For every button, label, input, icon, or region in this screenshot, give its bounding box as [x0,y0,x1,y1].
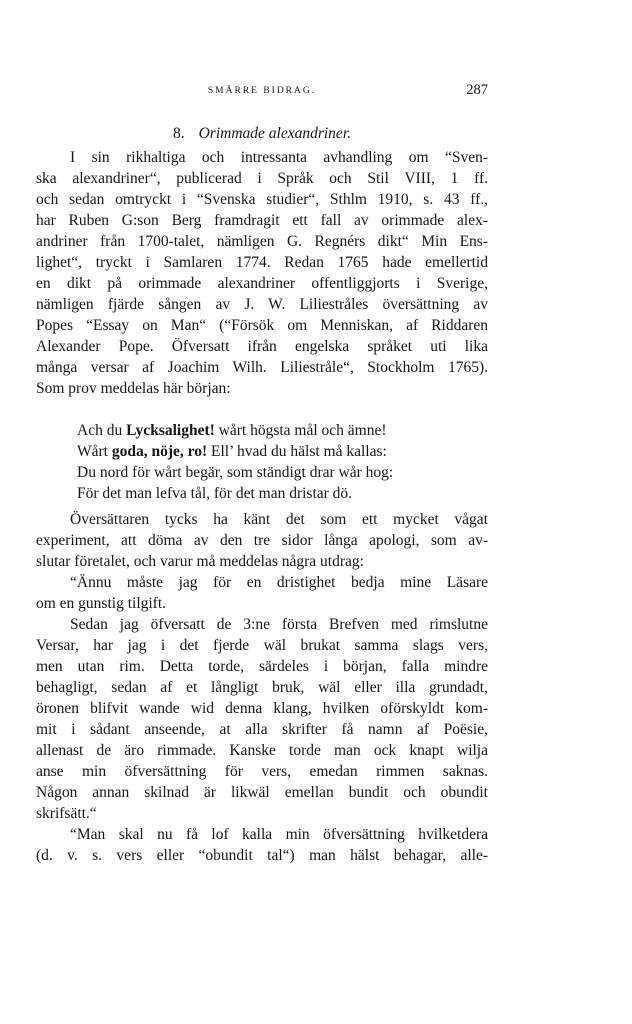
poem-line: För det man lefva tål, för det man dristar dö. [77,485,353,502]
poem-text: wårt högsta mål och ämne! [214,422,387,439]
text-line: lighet“, tryckt i Samlaren 1774. Redan 1765 hade emellertid [36,254,488,271]
poem-bold-text: Lycksalighet! [126,422,215,439]
poem-bold-text: goda, nöje, ro! [111,443,208,460]
paragraph-intro [36,147,488,399]
text-line: ska alexandriner“, publicerad i Språk och Stil VIII, 1 ff. [36,170,488,187]
text-line: Alexander Pope. Öfversatt ifrån engelska språket uti lika [36,338,488,355]
poem-text: Ell’ hvad du hälst må kallas: [207,443,387,460]
text-line: Sedan jag öfversatt de 3:ne första Brefven med rimslutne [70,616,488,633]
section-number: 8. [172,125,185,142]
text-line: har Ruben G:son Berg framdragit ett fall av orimmade alex- [36,212,488,229]
page-number: 287 [466,82,488,98]
section-heading [36,125,488,143]
text-line: öronen blifvit wande wid denna klang, hvilken oförskyldt kom- [36,700,488,717]
text-line: skrifsätt.“ [36,805,97,822]
section-title: Orimmade alexandriner. [198,125,352,142]
text-line: slutar företalet, och varur må meddelas några utdrag: [36,553,364,570]
text-line: (d. v. s. vers eller “obundit tal“) man hälst behagar, alle- [36,847,488,864]
text-line: experiment, att döma av den tre sidor långa apologi, som av- [36,532,488,549]
text-line: allenast de äro rimmade. Kanske torde man ock knapt wilja [36,742,488,759]
poem-line: Du nord för wårt begär, som ständigt drar wår hog: [77,464,394,481]
running-head: SMÄRRE BIDRAG. [207,86,317,96]
poem-excerpt [77,420,487,504]
text-line: behagligt, sedan af et långligt bruk, wäl eller illa grundadt, [36,679,488,696]
poem-line [77,420,487,441]
text-line: Som prov meddelas här början: [36,380,231,397]
text-line: om en gunstig tilgift. [36,595,167,612]
poem-text: Ach du [77,422,127,439]
text-line: “Man skal nu få lof kalla min öfversättning hvilketdera [70,826,488,843]
text-line: men utan rim. Detta torde, särdeles i början, falla mindre [36,658,488,675]
page-header [36,82,488,102]
text-line: och sedan omtryckt i “Svenska studier“, Sthlm 1910, s. 43 ff., [36,191,488,208]
text-line: nämligen fjärde sången av J. W. Liliestråles översättning av [36,296,488,313]
text-line: mit i sådant anseende, at alla skrifter få namn af Poësie, [36,721,488,738]
poem-text: Wårt [77,443,112,460]
text-line: I sin rikhaltiga och intressanta avhandling om “Sven- [70,149,488,166]
text-line: anse min öfversättning för vers, emedan rimmen saknas. [36,763,488,780]
text-line: Popes “Essay on Man“ (“Försök om Menniskan, af Riddaren [36,317,488,334]
poem-line [77,441,487,462]
text-line: Någon annan skilnad är likwäl emellan bundit och obundit [36,784,488,801]
text-line: en dikt på orimmade alexandriner offentliggjorts i Sverige, [36,275,488,292]
text-line: många versar af Joachim Wilh. Liliestråle“, Stockholm 1765). [36,359,488,376]
text-line: Versar, har jag i det fjerde wäl brukat samma slags vers, [36,637,488,654]
text-line: Översättaren tycks ha känt det som ett mycket vågat [70,511,488,528]
text-line: “Ännu måste jag för en dristighet bedja mine Läsare [70,574,488,591]
paragraph-translator [36,509,488,866]
text-line: andriner från 1700-talet, nämligen G. Regnérs dikt“ Min Ens- [36,233,488,250]
